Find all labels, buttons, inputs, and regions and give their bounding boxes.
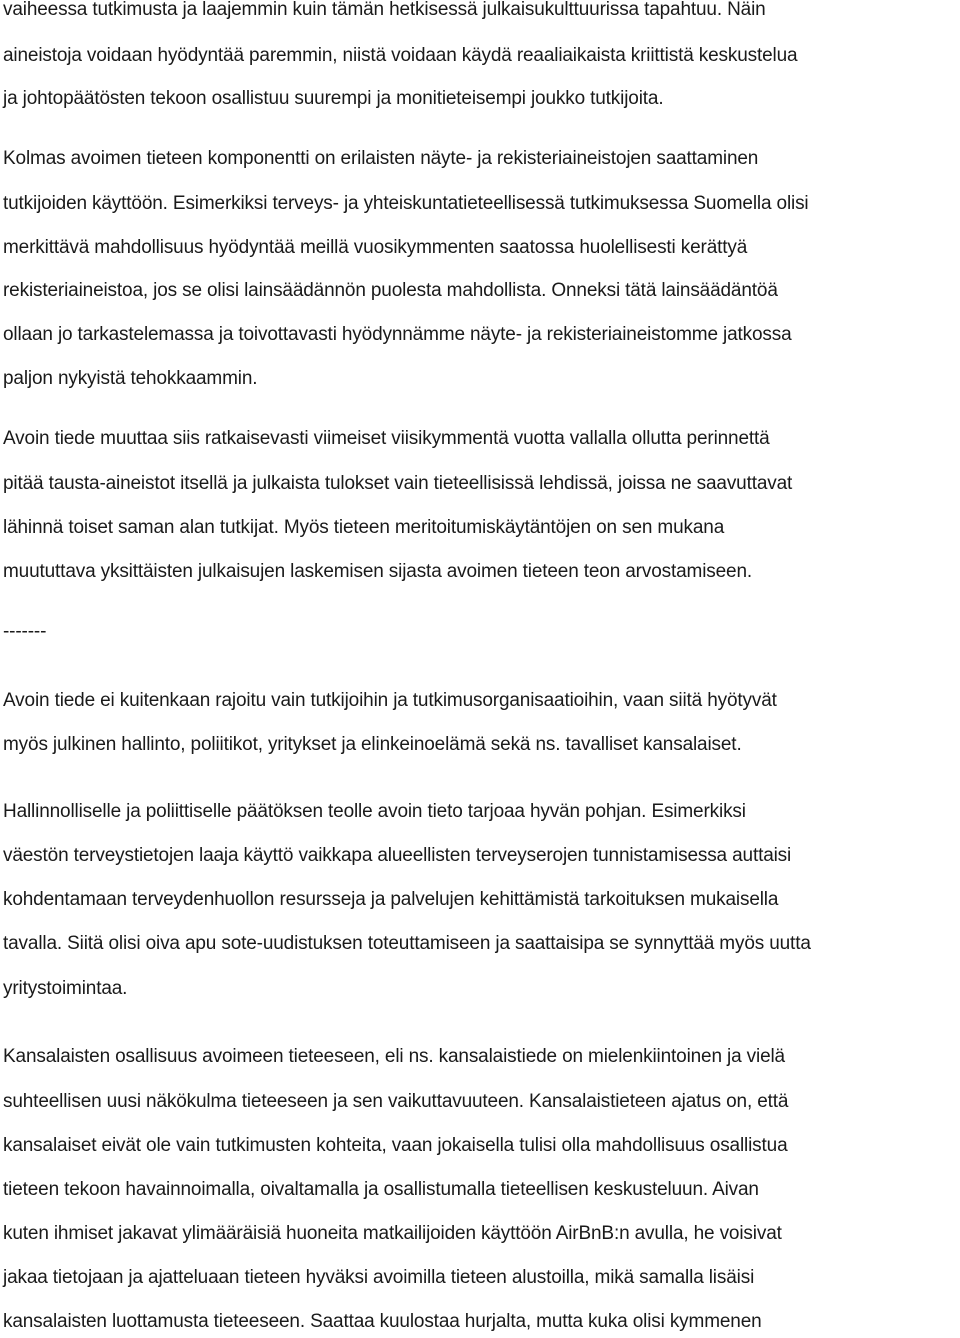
text-line: väestön terveystietojen laaja käyttö vaikkapa alueellisten terveyserojen tunnistamisessa auttaisi	[3, 845, 792, 866]
text-line: Hallinnolliselle ja poliittiselle päätöksen teolle avoin tieto tarjoaa hyvän pohjan. Esimerkiksi	[3, 801, 746, 822]
text-line: Kolmas avoimen tieteen komponentti on erilaisten näyte- ja rekisteriaineistojen saattaminen	[3, 148, 759, 169]
text-line: vaiheessa tutkimusta ja laajemmin kuin tämän hetkisessä julkaisukulttuurissa tapahtuu. Näin	[3, 0, 766, 20]
text-line: Kansalaisten osallisuus avoimeen tieteeseen, eli ns. kansalaistiede on mielenkiintoinen ja vielä	[3, 1046, 785, 1067]
text-line: aineistoja voidaan hyödyntää paremmin, niistä voidaan käydä reaaliaikaista kriittistä keskustelua	[3, 45, 798, 66]
separator-text: -------	[3, 621, 47, 642]
text-line: Avoin tiede ei kuitenkaan rajoitu vain tutkijoihin ja tutkimusorganisaatioihin, vaan siitä hyötyvät	[3, 690, 777, 711]
text-line: tavalla. Siitä olisi oiva apu sote-uudistuksen toteuttamiseen ja saattaisipa se synnyttää myös uutta	[3, 933, 811, 954]
text-line: ollaan jo tarkastelemassa ja toivottavasti hyödynnämme näyte- ja rekisteriaineistomme jatkossa	[3, 324, 792, 345]
text-line: pitää tausta-aineistot itsellä ja julkaista tulokset vain tieteellisissä lehdissä, joissa ne saavuttavat	[3, 473, 793, 494]
text-line: kansalaiset eivät ole vain tutkimusten kohteita, vaan jokaisella tulisi olla mahdollisuus osallistua	[3, 1135, 788, 1156]
text-line: paljon nykyistä tehokkaammin.	[3, 368, 258, 389]
text-line: myös julkinen hallinto, poliitikot, yritykset ja elinkeinoelämä sekä ns. tavalliset kansalaiset.	[3, 734, 742, 755]
text-line: kansalaisten luottamusta tieteeseen. Saattaa kuulostaa hurjalta, mutta kuka olisi kymmenen	[3, 1311, 762, 1332]
text-line: tieteen tekoon havainnoimalla, oivaltamalla ja osallistumalla tieteellisen keskusteluun. Aivan	[3, 1179, 759, 1200]
text-line: lähinnä toiset saman alan tutkijat. Myös tieteen meritoitumiskäytäntöjen on sen mukana	[3, 517, 725, 538]
text-line: merkittävä mahdollisuus hyödyntää meillä vuosikymmenten saatossa huolellisesti kerättyä	[3, 237, 748, 258]
text-line: tutkijoiden käyttöön. Esimerkiksi terveys- ja yhteiskuntatieteellisessä tutkimuksessa Suomella olisi	[3, 193, 809, 214]
text-line: jakaa tietojaan ja ajatteluaan tieteen hyväksi avoimilla tieteen alustoilla, mikä samalla lisäisi	[3, 1267, 755, 1288]
text-line: muututtava yksittäisten julkaisujen laskemisen sijasta avoimen tieteen teon arvostamiseen.	[3, 561, 752, 582]
text-line: rekisteriaineistoa, jos se olisi lainsäädännön puolesta mahdollista. Onneksi tätä lainsäädäntöä	[3, 280, 778, 301]
text-line: yritystoimintaa.	[3, 978, 128, 999]
text-line: ja johtopäätösten tekoon osallistuu suurempi ja monitieteisempi joukko tutkijoita.	[3, 88, 664, 109]
text-line: Avoin tiede muuttaa siis ratkaisevasti viimeiset viisikymmentä vuotta vallalla ollutta perinnettä	[3, 428, 770, 449]
text-line: kohdentamaan terveydenhuollon resursseja ja palvelujen kehittämistä tarkoituksen mukaisella	[3, 889, 779, 910]
text-line: kuten ihmiset jakavat ylimääräisiä huoneita matkailijoiden käyttöön AirBnB:n avulla, he voisivat	[3, 1223, 782, 1244]
text-line: suhteellisen uusi näkökulma tieteeseen ja sen vaikuttavuuteen. Kansalaistieteen ajatus on, että	[3, 1091, 789, 1112]
